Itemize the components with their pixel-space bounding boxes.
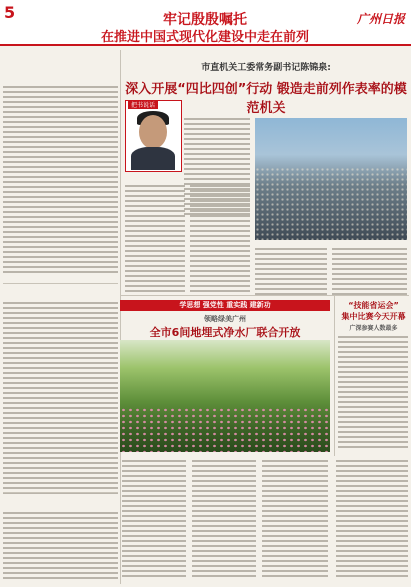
column-rule xyxy=(3,283,118,284)
left-story-1 xyxy=(3,50,118,280)
lower-story-strip: 学思想 强党性 重实践 建新功 xyxy=(120,300,330,311)
side-story-body xyxy=(336,460,408,580)
main-story-body xyxy=(255,248,327,298)
lower-story-body xyxy=(262,460,328,580)
main-story-kicker: 市直机关工委常务副书记陈锦泉: xyxy=(201,63,331,73)
main-story-body xyxy=(332,248,407,298)
side-story-headline-2: 集中比赛今天开幕 xyxy=(341,312,406,321)
column-rule xyxy=(3,492,118,493)
lower-story-headline: 全市6间地埋式净水厂联合开放 xyxy=(149,326,301,339)
side-story xyxy=(334,296,410,456)
interview-portrait xyxy=(125,100,182,172)
side-story-headline-1: “技能省运会” xyxy=(348,301,399,310)
event-photo xyxy=(255,118,407,240)
left-story-3 xyxy=(3,496,118,584)
banner-line-2: 在推进中国式现代化建设中走在前列 xyxy=(100,30,309,45)
side-story-kicker: 广深参赛人数最多 xyxy=(349,325,398,332)
page-number: 5 xyxy=(4,3,16,22)
main-story-body xyxy=(125,185,185,295)
garden-photo xyxy=(120,340,330,452)
main-story-body xyxy=(190,185,250,295)
lower-story-body xyxy=(122,460,186,580)
main-story-headline: 深入开展“四比四创”行动 锻造走前列作表率的模范机关 xyxy=(125,82,407,116)
lower-story-body xyxy=(192,460,256,580)
left-story-2 xyxy=(3,288,118,488)
lower-story-kicker: 领略绿美广州 xyxy=(204,315,246,323)
banner-line-1: 牢记殷殷嘱托 xyxy=(163,12,247,28)
interview-tag: 把书说话 xyxy=(128,100,158,109)
masthead xyxy=(0,0,411,46)
newspaper-logo: 广州日报 xyxy=(356,12,405,26)
